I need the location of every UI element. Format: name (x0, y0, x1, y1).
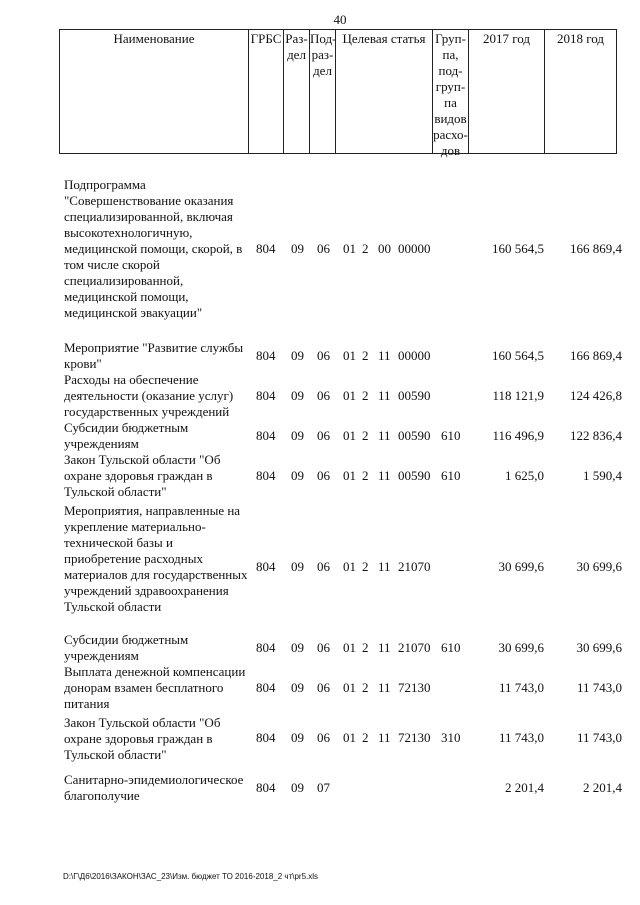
row-grbs: 804 (256, 388, 276, 403)
row-cs-direction: 00590 (398, 388, 431, 403)
row-razdel: 09 (291, 680, 304, 695)
row-razdel: 09 (291, 428, 304, 443)
row-2017: 1 625,0 (505, 468, 544, 483)
row-razdel: 09 (291, 241, 304, 256)
row-grbs: 804 (256, 780, 276, 795)
row-podrazdel: 06 (317, 640, 330, 655)
row-cs-event: 11 (378, 640, 391, 655)
row-grbs: 804 (256, 241, 276, 256)
row-2018: 166 869,4 (570, 241, 622, 256)
row-razdel: 09 (291, 780, 304, 795)
row-podrazdel: 06 (317, 730, 330, 745)
row-cs-subprogram: 2 (362, 241, 369, 256)
header-grbs: ГРБС (248, 29, 283, 154)
row-cs-subprogram: 2 (362, 388, 369, 403)
row-cs-direction: 00000 (398, 348, 431, 363)
file-path-footer: D:\Г\Д6\2016\ЗАКОН\ЗАС_23\Изм. бюджет ТО 2016-2018_2 чт\pr5.xls (63, 872, 319, 881)
row-cs-program: 01 (343, 680, 356, 695)
row-grbs: 804 (256, 468, 276, 483)
row-cs-event: 11 (378, 680, 391, 695)
row-podrazdel: 07 (317, 780, 330, 795)
row-cs-direction: 00590 (398, 428, 431, 443)
header-podrazdel: Под- раз- дел (309, 29, 335, 154)
row-grbs: 804 (256, 730, 276, 745)
row-podrazdel: 06 (317, 241, 330, 256)
row-name: Выплата денежной компенсации донорам взамен бесплатного питания (64, 664, 246, 711)
row-podrazdel: 06 (317, 388, 330, 403)
row-cs-event: 11 (378, 559, 391, 574)
row-podrazdel: 06 (317, 428, 330, 443)
header-razdel: Раз- дел (283, 29, 309, 154)
row-cs-program: 01 (343, 640, 356, 655)
row-cs-event: 11 (378, 388, 391, 403)
row-name: Закон Тульской области "Об охране здоровья граждан в Тульской области" (64, 452, 221, 499)
row-cs-direction: 00590 (398, 468, 431, 483)
row-razdel: 09 (291, 388, 304, 403)
row-razdel: 09 (291, 640, 304, 655)
header-naimenovanie: Наименование (59, 29, 248, 154)
row-podrazdel: 06 (317, 348, 330, 363)
row-cs-subprogram: 2 (362, 680, 369, 695)
row-name: Мероприятие "Развитие службы крови" (64, 340, 244, 371)
header-2017: 2017 год (468, 29, 544, 154)
row-2018: 166 869,4 (570, 348, 622, 363)
row-name: Санитарно-эпидемиологическое благополучие (64, 772, 244, 803)
row-grbs: 804 (256, 559, 276, 574)
row-vid: 610 (441, 468, 461, 483)
row-name: Расходы на обеспечение деятельности (оказание услуг) государственных учреждений (64, 372, 234, 419)
row-2018: 30 699,6 (576, 640, 622, 655)
page-number: 40 (333, 12, 347, 27)
row-razdel: 09 (291, 348, 304, 363)
row-cs-subprogram: 2 (362, 559, 369, 574)
row-cs-event: 11 (378, 428, 391, 443)
row-cs-event: 11 (378, 730, 391, 745)
row-cs-subprogram: 2 (362, 468, 369, 483)
row-grbs: 804 (256, 680, 276, 695)
row-razdel: 09 (291, 730, 304, 745)
row-2017: 11 743,0 (498, 680, 544, 695)
row-cs-direction: 21070 (398, 640, 431, 655)
row-podrazdel: 06 (317, 680, 330, 695)
row-podrazdel: 06 (317, 559, 330, 574)
row-name: Мероприятия, направленные на укрепление материально-технической базы и приобретение расходных материалов для государственных учреждений здравоохранения Тульской области (64, 503, 248, 614)
row-2018: 2 201,4 (583, 780, 622, 795)
row-name: Субсидии бюджетным учреждениям (64, 632, 189, 663)
row-2018: 1 590,4 (583, 468, 622, 483)
table-header (59, 29, 617, 156)
row-cs-direction: 21070 (398, 559, 431, 574)
row-vid: 610 (441, 428, 461, 443)
row-vid: 310 (441, 730, 461, 745)
row-cs-program: 01 (343, 388, 356, 403)
header-2018: 2018 год (544, 29, 617, 154)
row-cs-direction: 00000 (398, 241, 431, 256)
row-grbs: 804 (256, 348, 276, 363)
header-gruppa-vidov: Груп- па, под- груп- па видов расхо- дов (433, 31, 468, 158)
row-cs-subprogram: 2 (362, 640, 369, 655)
row-cs-program: 01 (343, 348, 356, 363)
row-2017: 160 564,5 (492, 348, 544, 363)
row-2017: 116 496,9 (492, 428, 544, 443)
row-cs-direction: 72130 (398, 730, 431, 745)
row-2017: 30 699,6 (498, 559, 544, 574)
row-2018: 124 426,8 (570, 388, 622, 403)
row-2017: 118 121,9 (492, 388, 544, 403)
row-cs-program: 01 (343, 241, 356, 256)
row-name: Подпрограмма "Совершенствование оказания специализированной, включая высокотехнологичную, медицинской помощи, скорой, в том числе скорой специализированной, медицинской помощи, медицинской эвакуации" (64, 177, 243, 320)
row-cs-event: 00 (378, 241, 391, 256)
row-grbs: 804 (256, 428, 276, 443)
row-2018: 30 699,6 (576, 559, 622, 574)
row-cs-event: 11 (378, 348, 391, 363)
row-2017: 30 699,6 (498, 640, 544, 655)
row-razdel: 09 (291, 559, 304, 574)
row-cs-subprogram: 2 (362, 428, 369, 443)
row-cs-program: 01 (343, 428, 356, 443)
row-2018: 11 743,0 (576, 730, 622, 745)
row-cs-program: 01 (343, 559, 356, 574)
row-cs-event: 11 (378, 468, 391, 483)
row-2017: 2 201,4 (505, 780, 544, 795)
row-cs-subprogram: 2 (362, 348, 369, 363)
row-2018: 11 743,0 (576, 680, 622, 695)
row-grbs: 804 (256, 640, 276, 655)
row-podrazdel: 06 (317, 468, 330, 483)
row-cs-program: 01 (343, 468, 356, 483)
header-celevaya-statya: Целевая статья (335, 29, 432, 154)
row-2018: 122 836,4 (570, 428, 622, 443)
row-name: Субсидии бюджетным учреждениям (64, 420, 189, 451)
row-name: Закон Тульской области "Об охране здоровья граждан в Тульской области" (64, 715, 221, 762)
row-vid: 610 (441, 640, 461, 655)
row-2017: 160 564,5 (492, 241, 544, 256)
row-2017: 11 743,0 (498, 730, 544, 745)
row-razdel: 09 (291, 468, 304, 483)
row-cs-direction: 72130 (398, 680, 431, 695)
row-cs-subprogram: 2 (362, 730, 369, 745)
row-cs-program: 01 (343, 730, 356, 745)
